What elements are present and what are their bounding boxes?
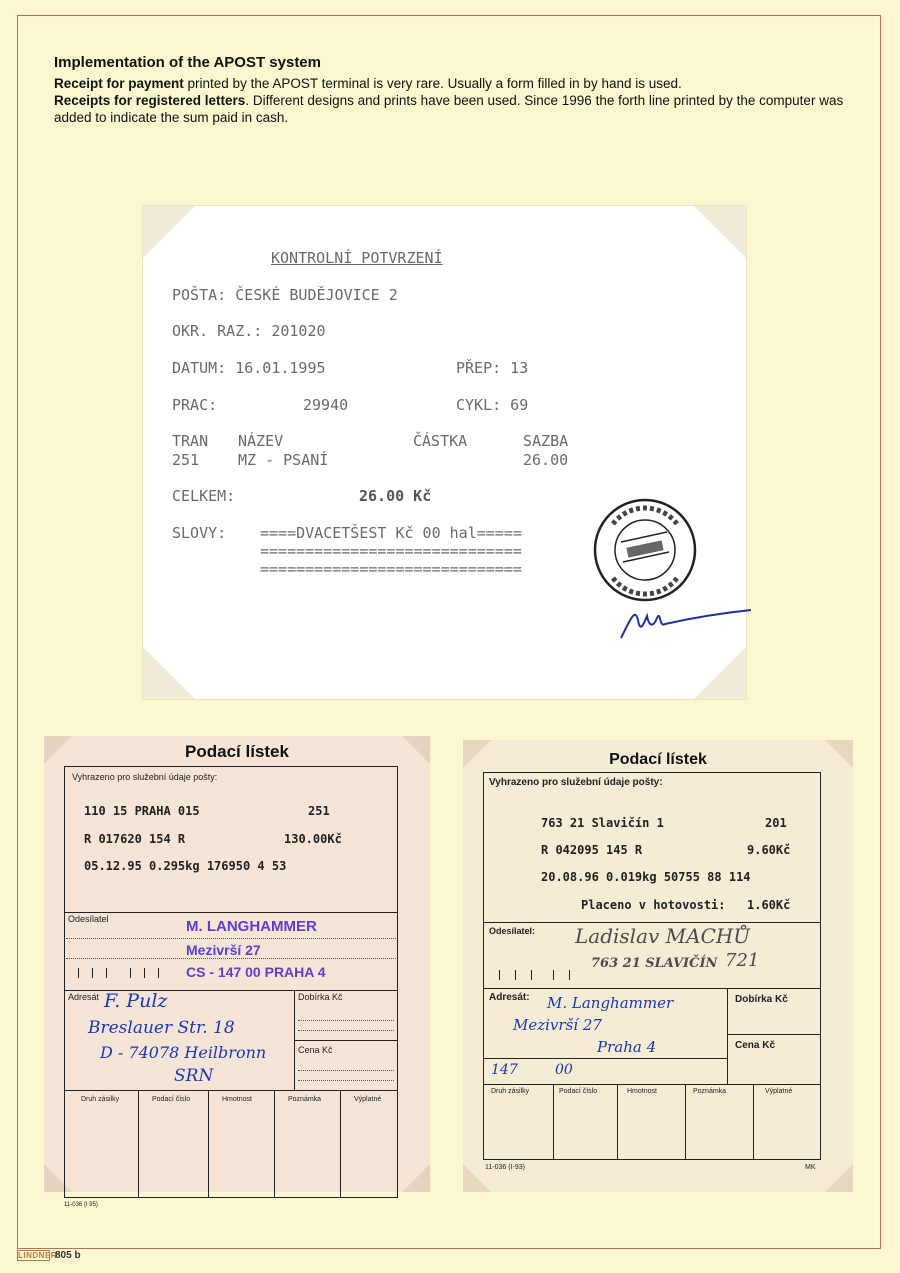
cod-label: Dobírka Kč xyxy=(298,992,343,1002)
zip-box-tick xyxy=(515,970,516,980)
receipt-prep: PŘEP: 13 xyxy=(456,359,529,377)
addressee-name: M. Langhammer xyxy=(547,994,674,1012)
sender-label: Odesílatel xyxy=(68,914,109,924)
col-label: Podací číslo xyxy=(559,1088,598,1095)
divider xyxy=(483,1084,821,1085)
divider xyxy=(274,1090,275,1198)
print-line-4-value: 1.60Kč xyxy=(747,898,791,912)
value-label: Cena Kč xyxy=(735,1040,776,1051)
receipt-cykl: CYKL: 69 xyxy=(456,396,529,414)
sender-city: 763 21 SLAVIČÍN xyxy=(591,956,718,971)
apost-receipt xyxy=(143,206,746,699)
divider xyxy=(340,1090,341,1198)
divider xyxy=(483,988,821,989)
form-code: 11-036 (I-93) xyxy=(485,1164,525,1171)
receipt-col-sazba: SAZBA xyxy=(523,432,569,450)
divider xyxy=(685,1084,686,1160)
zip-box-tick xyxy=(499,970,500,980)
divider xyxy=(294,1040,398,1041)
divider xyxy=(553,1084,554,1160)
receipt-okr: OKR. RAZ.: 201020 xyxy=(172,322,326,340)
addressee-city: D - 74078 Heilbronn xyxy=(100,1043,267,1062)
divider xyxy=(64,912,398,913)
dotted-line xyxy=(298,1070,394,1071)
print-line-1a: 110 15 PRAHA 015 xyxy=(84,804,200,818)
sender-name: M. LANGHAMMER xyxy=(186,918,317,935)
divider xyxy=(727,1034,821,1035)
addressee-zip-b: 00 xyxy=(555,1062,573,1078)
receipt-col-tran: TRAN xyxy=(172,432,209,450)
page-title: Implementation of the APOST system xyxy=(54,54,321,71)
divider xyxy=(64,1090,398,1091)
header-line-2 xyxy=(54,92,854,126)
photo-corner xyxy=(694,206,746,258)
dotted-line xyxy=(298,1080,394,1081)
zip-box-tick xyxy=(553,970,554,980)
col-label: Poznámka xyxy=(288,1096,322,1103)
zip-box-tick xyxy=(78,968,79,978)
sender-street: Mezivrší 27 xyxy=(186,942,261,958)
header-line-1-text: printed by the APOST terminal is very rare. Usually a form filled in by hand is used. xyxy=(183,76,682,91)
col-label: Poznámka xyxy=(693,1088,727,1095)
receipt-slovy-line-2: ============================= xyxy=(260,542,522,560)
print-line-2b: 130.00Kč xyxy=(284,832,342,846)
divider xyxy=(483,922,821,923)
print-line-1a: 763 21 Slavičín 1 xyxy=(541,816,664,830)
divider xyxy=(483,1058,727,1059)
col-label: Výplatné xyxy=(354,1096,382,1103)
receipt-datum: DATUM: 16.01.1995 xyxy=(172,359,326,377)
page-number: 805 b xyxy=(55,1250,81,1261)
addressee-label: Adresát xyxy=(68,992,100,1002)
receipt-prac-label: PRAC: xyxy=(172,396,218,414)
divider xyxy=(617,1084,618,1160)
zip-box-tick xyxy=(144,968,145,978)
col-label: Podací číslo xyxy=(152,1096,191,1103)
receipt-title: KONTROLNÍ POTVRZENÍ xyxy=(271,249,443,267)
header-line-1-bold: Receipt for payment xyxy=(54,76,184,91)
zip-box-tick xyxy=(158,968,159,978)
sender-name: Ladislav MACHŮ xyxy=(575,924,751,948)
dotted-line xyxy=(298,1030,394,1031)
addressee-street: Breslauer Str. 18 xyxy=(88,1018,235,1038)
receipt-slovy-line-3: ============================= xyxy=(260,560,522,578)
print-line-3: 05.12.95 0.295kg 176950 4 53 xyxy=(84,859,287,873)
addressee-zip-a: 147 xyxy=(491,1062,518,1078)
signature-icon xyxy=(613,598,753,648)
reserved-label: Vyhrazeno pro služební údaje pošty: xyxy=(489,777,663,788)
header-line-2-bold: Receipts for registered letters xyxy=(54,93,246,108)
receipt-row-tran: 251 xyxy=(172,451,200,469)
receipt-col-castka: ČÁSTKA xyxy=(413,432,468,450)
print-line-2a: R 042095 145 R xyxy=(541,843,643,857)
receipt-posta: POŠTA: ČESKÉ BUDĚJOVICE 2 xyxy=(172,286,398,304)
addressee-label: Adresát: xyxy=(489,992,530,1003)
sender-label: Odesílatel: xyxy=(489,926,536,936)
col-label: Druh zásilky xyxy=(81,1096,120,1103)
form-mark: MK xyxy=(805,1164,816,1171)
header-line-1 xyxy=(54,75,854,92)
receipt-col-nazev: NÁZEV xyxy=(238,432,284,450)
form-code: 11-036 (I 95) xyxy=(64,1202,98,1208)
zip-box-tick xyxy=(531,970,532,980)
lindner-logo: LINDNER xyxy=(18,1251,58,1260)
divider xyxy=(727,988,728,1084)
addressee-name: F. Pulz xyxy=(104,990,168,1012)
sender-city: CS - 147 00 PRAHA 4 xyxy=(186,964,326,980)
print-line-3: 20.08.96 0.019kg 50755 88 114 xyxy=(541,870,751,884)
print-line-1b: 201 xyxy=(765,816,787,830)
sender-extra: 721 xyxy=(725,950,760,971)
dotted-line xyxy=(66,938,396,939)
page-header xyxy=(54,54,854,126)
receipt-slovy-label: SLOVY: xyxy=(172,524,227,542)
print-line-1b: 251 xyxy=(308,804,330,818)
addressee-city: Praha 4 xyxy=(597,1038,657,1056)
reserved-label: Vyhrazeno pro služební údaje pošty: xyxy=(72,772,218,782)
receipt-prac-value: 29940 xyxy=(303,396,349,414)
receipt-celkem-value: 26.00 Kč xyxy=(359,487,432,505)
photo-corner xyxy=(825,1164,853,1192)
podaci-listek-2 xyxy=(463,740,853,1192)
cod-label: Dobírka Kč xyxy=(735,994,788,1005)
print-line-2a: R 017620 154 R xyxy=(84,832,186,846)
addressee-country: SRN xyxy=(174,1066,214,1086)
form-outline xyxy=(64,766,398,1198)
divider xyxy=(208,1090,209,1198)
zip-box-tick xyxy=(92,968,93,978)
photo-corner xyxy=(694,647,746,699)
print-line-4-label: Placeno v hotovosti: xyxy=(581,898,726,912)
zip-box-tick xyxy=(106,968,107,978)
card-title: Podací lístek xyxy=(609,751,707,768)
card-title: Podací lístek xyxy=(185,742,289,761)
receipt-celkem-label: CELKEM: xyxy=(172,487,236,505)
photo-corner xyxy=(143,647,195,699)
col-label: Hmotnost xyxy=(627,1088,657,1095)
zip-box-tick xyxy=(130,968,131,978)
value-label: Cena Kč xyxy=(298,1045,333,1055)
receipt-slovy-line-1: ====DVACETŠEST Kč 00 hal===== xyxy=(260,524,522,542)
print-line-2b: 9.60Kč xyxy=(747,843,791,857)
dotted-line xyxy=(66,958,396,959)
col-label: Hmotnost xyxy=(222,1096,252,1103)
dotted-line xyxy=(298,1020,394,1021)
receipt-row-sazba: 26.00 xyxy=(523,451,569,469)
zip-box-tick xyxy=(569,970,570,980)
podaci-listek-1 xyxy=(44,736,430,1208)
col-label: Výplatné xyxy=(765,1088,793,1095)
receipt-row-nazev: MZ - PSANÍ xyxy=(238,451,329,469)
photo-corner xyxy=(143,206,195,258)
header-line-2-text: . Different designs and prints have been used. Since 1996 the forth line printed by the computer was added to indicate the sum paid in cash. xyxy=(54,93,844,125)
col-label: Druh zásilky xyxy=(491,1088,530,1095)
photo-corner xyxy=(402,1164,430,1192)
divider xyxy=(753,1084,754,1160)
divider xyxy=(138,1090,139,1198)
addressee-street: Mezivrší 27 xyxy=(513,1016,602,1034)
postmark-stamp-icon xyxy=(591,496,699,604)
